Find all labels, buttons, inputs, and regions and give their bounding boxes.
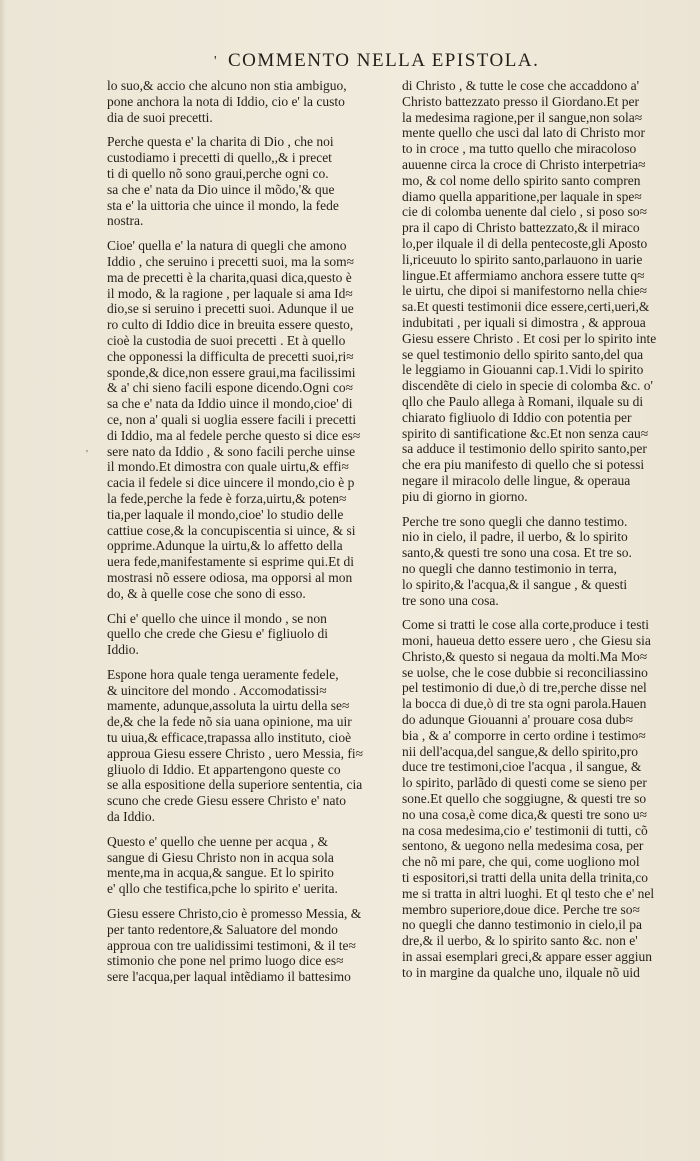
text-line: do, & à quelle cose che sono di esso.: [107, 585, 306, 601]
gutter-mark: ': [86, 448, 88, 460]
text-line: to in croce , ma tutto quello che miracoloso: [402, 141, 637, 157]
text-line: da Iddio.: [107, 809, 155, 825]
text-line: moni, haueua detto essere uero , che Giesu sia: [402, 633, 651, 649]
text-line: pra il capo di Christo battezzato,& il miraco: [402, 220, 640, 236]
text-line: sere l'acqua,per laqual intẽdiamo il battesimo: [107, 969, 351, 985]
paragraph: [107, 611, 392, 658]
text-line: tu uiua,& efficace,trapassa allo instituto, cioè: [107, 730, 352, 746]
text-line: Iddio.: [107, 642, 139, 658]
text-line: piu di giorno in giorno.: [402, 488, 528, 504]
text-line: mostrasi nõ essere odiosa, ma opporsi al mon: [107, 569, 353, 585]
text-line: santo,& questi tre sono una cosa. Et tre so.: [402, 545, 632, 561]
text-line: la medesima ragione,per il sangue,non sola≈: [402, 109, 643, 125]
text-line: e' qllo che testifica,pche lo spirito e' uerita.: [107, 881, 338, 897]
text-line: dre,& il uerbo, & lo spirito santo &c. non e': [402, 933, 638, 949]
paragraph: [107, 134, 392, 229]
text-line: indubitati , per iquali si dimostra , & approua: [402, 314, 646, 330]
text-line: lingue.Et affermiamo anchora essere tutte q≈: [402, 267, 645, 283]
text-line: ma de precetti è la charita,quasi dica,questo è: [107, 269, 352, 285]
text-line: Come si tratti le cose alla corte,produce i testi: [402, 617, 650, 633]
text-line: Iddio , che seruino i precetti suoi, ma la som≈: [107, 253, 354, 269]
paragraph: [402, 617, 684, 980]
text-line: & uincitore del mondo . Accomodatissi≈: [107, 682, 327, 698]
text-line: che nõ mi pare, che qui, come uogliono mol: [402, 854, 640, 870]
text-line: dia de suoi precetti.: [107, 109, 213, 125]
text-line: gliuolo di Iddio. Et appartengono queste co: [107, 761, 341, 777]
text-line: dio,se si seruino i precetti suoi. Adunque il ue: [107, 301, 354, 317]
text-line: Giesu essere Christo . Et cosi per lo spirito inte: [402, 330, 657, 346]
text-line: lo suo,& accio che alcuno non stia ambiguo,: [107, 78, 347, 93]
text-line: Questo e' quello che uenne per acqua , &: [107, 833, 328, 849]
text-line: se uolse, che le cose dubbie si reconciliassino: [402, 664, 648, 680]
text-line: la fede,perche la fede è forza,uirtu,& poten≈: [107, 490, 347, 506]
text-line: tia,per laquale il mondo,cioe' lo studio delle: [107, 506, 344, 522]
text-line: sa.Et questi testimonii dice essere,certi,ueri,&: [402, 299, 650, 315]
text-line: nii dell'acqua,del sangue,& dello spirito,pro: [402, 743, 638, 759]
text-line: Giesu essere Christo,cio è promesso Messia, &: [107, 906, 362, 922]
text-line: pone anchora la nota di Iddio, cio e' la custo: [107, 93, 345, 109]
text-line: scuno che crede Giesu essere Christo e' nato: [107, 793, 346, 809]
text-line: Espone hora quale tenga ueramente fedele,: [107, 666, 339, 682]
text-line: in assai esemplari greci,& appare esser aggiun: [402, 949, 653, 965]
text-line: no quegli che danno testimonio in terra,: [402, 560, 617, 576]
text-line: no una cosa,è come dica,& questi tre sono u≈: [402, 806, 648, 822]
text-line: mente quello che usci dal lato di Christo mor: [402, 125, 645, 141]
text-line: approua con tre ualidissimi testimoni, & il te≈: [107, 937, 356, 953]
text-line: che era piu manifesto di quello che si potessi: [402, 457, 645, 473]
text-line: sa adduce il testimonio dello spirito santo,per: [402, 441, 647, 457]
text-line: de,& che la fede nõ sia uana opinione, ma uir: [107, 714, 352, 730]
text-line: le uirtu, che dipoi si manifestorno nella chie≈: [402, 283, 648, 299]
text-line: di Christo , & tutte le cose che accaddono a': [402, 78, 640, 93]
header-mark: ': [214, 54, 217, 69]
text-line: diamo quella apparitione,per laquale in spe≈: [402, 188, 642, 204]
text-line: se alla espositione della superiore sententia, cia: [107, 777, 363, 793]
text-line: Perche questa e' la charita di Dio , che noi: [107, 134, 334, 150]
text-line: sa che e' nata da Dio uince il mõdo,'& que: [107, 181, 335, 197]
text-line: uera fede,manifestamente si esprime qui.Et di: [107, 554, 355, 570]
text-line: spirito di santificatione &c.Et non senza cau≈: [402, 425, 649, 441]
text-line: no quegli che danno testimonio in cielo,il pa: [402, 917, 642, 933]
text-line: discendẽte di cielo in specie di colomba &c. o': [402, 378, 653, 394]
text-line: tre sono una cosa.: [402, 592, 499, 608]
text-line: duce tre testimoni,cioe l'acqua , il sangue, &: [402, 759, 642, 775]
text-line: chiarato figliuolo di Iddio con potentia per: [402, 409, 632, 425]
text-line: di Iddio, ma al fedele perche questo si dice es≈: [107, 427, 361, 443]
text-line: qllo che Paulo allega à Romani, ilquale su di: [402, 393, 644, 409]
paragraph: [107, 906, 392, 985]
text-line: pel testimonio di due,ò di tre,perche disse nel: [402, 680, 647, 696]
text-line: membro superiore,doue dice. Perche tre so≈: [402, 901, 640, 917]
text-line: sangue di Giesu Christo non in acqua sola: [107, 849, 334, 865]
text-line: me si tratta in altri luoghi. Et ql testo che e' nel: [402, 885, 655, 901]
text-line: la bocca di due,ò di tre sta ogni parola.Hauen: [402, 696, 647, 712]
paragraph: [107, 78, 392, 125]
text-line: stimonio che pone nel primo luogo dice es≈: [107, 953, 344, 969]
text-line: quello che crede che Giesu e' figliuolo di: [107, 626, 328, 642]
text-line: lo,per ilquale il di della pentecoste,gli Aposto: [402, 235, 648, 251]
text-line: mente,ma in acqua,& sangue. Et lo spirito: [107, 865, 334, 881]
text-line: sentono, & uegono nella medesima cosa, per: [402, 838, 644, 854]
text-line: ce, non a' quali si uoglia essere facili i precetti: [107, 411, 357, 427]
text-line: ti di quello nõ sono graui,perche ogni co.: [107, 165, 329, 181]
right-column: [402, 78, 684, 981]
text-line: opprime.Adunque la uirtu,& lo affetto della: [107, 538, 343, 554]
text-line: li,riceuuto lo spirito santo,parlauono in uarie: [402, 251, 643, 267]
text-line: to in margine da qualche uno, ilquale nõ uid: [402, 964, 640, 980]
text-line: auuenne circa la croce di Christo interpetria≈: [402, 156, 646, 172]
text-line: mamente, adunque,assoluta la uirtu della se≈: [107, 698, 350, 714]
text-line: ti espositori,si tratti della unita della trinita,co: [402, 870, 648, 886]
text-line: lo spirito, parlãdo di questi come se sieno per: [402, 775, 647, 791]
text-line: le leggiamo in Giouanni cap.1.Vidi lo spirito: [402, 362, 644, 378]
text-line: approua Giesu essere Christo , uero Messia, fi≈: [107, 745, 363, 761]
paragraph: [402, 514, 684, 609]
text-line: do adunque Giouanni a' prouare cosa dub≈: [402, 712, 634, 728]
text-line: Christo,& questo si negaua da molti.Ma Mo≈: [402, 648, 648, 664]
text-line: sere nato da Iddio , & sono facili perche uinse: [107, 443, 356, 459]
text-line: nio in cielo, il padre, il uerbo, & lo spirito: [402, 529, 628, 545]
text-line: ro culto di Iddio dice in breuita essere questo,: [107, 317, 354, 333]
text-line: nostra.: [107, 213, 144, 229]
text-line: bia , & a' comporre in certo ordine i testimo≈: [402, 727, 646, 743]
text-line: Chi e' quello che uince il mondo , se non: [107, 610, 327, 626]
text-line: sone.Et quello che soggiugne, & questi tre so: [402, 791, 647, 807]
text-line: sa che e' nata da Iddio uince il mondo,cioe' di: [107, 396, 353, 412]
left-column: [107, 78, 392, 985]
text-line: il mondo.Et dimostra con quale uirtu,& effi≈: [107, 459, 349, 475]
running-head: COMMENTO NELLA EPISTOLA.: [228, 50, 540, 71]
text-line: se quel testimonio dello spirito santo,del qua: [402, 346, 644, 362]
text-line: cioè la custodia de suoi precetti . Et à quello: [107, 332, 346, 348]
text-line: sta e' la uittoria che uince il mondo, la fede: [107, 197, 339, 213]
text-line: mo, & col nome dello spirito santo compren: [402, 172, 641, 188]
text-line: cie di colomba uenente dal cielo , si poso so≈: [402, 204, 648, 220]
text-line: negare il miracolo delle lingue, & operaua: [402, 472, 631, 488]
text-line: na cosa medesima,cio e' testimonii di tutti, cõ: [402, 822, 648, 838]
paragraph: [107, 667, 392, 825]
page-header: [0, 46, 700, 76]
text-line: sponde,& dice,non essere graui,ma facilissimi: [107, 364, 356, 380]
text-line: Christo battezzato presso il Giordano.Et per: [402, 93, 639, 109]
text-line: il modo, & la ragione , per laquale si ama Id≈: [107, 285, 353, 301]
paragraph: [107, 834, 392, 897]
text-line: custodiamo i precetti di quello,,& i precet: [107, 150, 332, 166]
text-line: & a' chi sieno facili espone dicendo.Ogni co≈: [107, 380, 354, 396]
paragraph: [107, 238, 392, 601]
text-line: Cioe' quella e' la natura di quegli che amono: [107, 238, 347, 254]
paragraph: [402, 78, 684, 505]
text-line: cacia il fedele si dice uincere il mondo,cio è p: [107, 475, 355, 491]
text-line: che opponessi la difficulta de precetti suoi,ri≈: [107, 348, 354, 364]
text-line: lo spirito,& l'acqua,& il sangue , & questi: [402, 576, 628, 592]
text-line: cattiue cose,& la concupiscentia si uince, & si: [107, 522, 356, 538]
text-line: per tanto redentore,& Saluatore del mondo: [107, 921, 338, 937]
text-line: Perche tre sono quegli che danno testimo.: [402, 513, 628, 529]
